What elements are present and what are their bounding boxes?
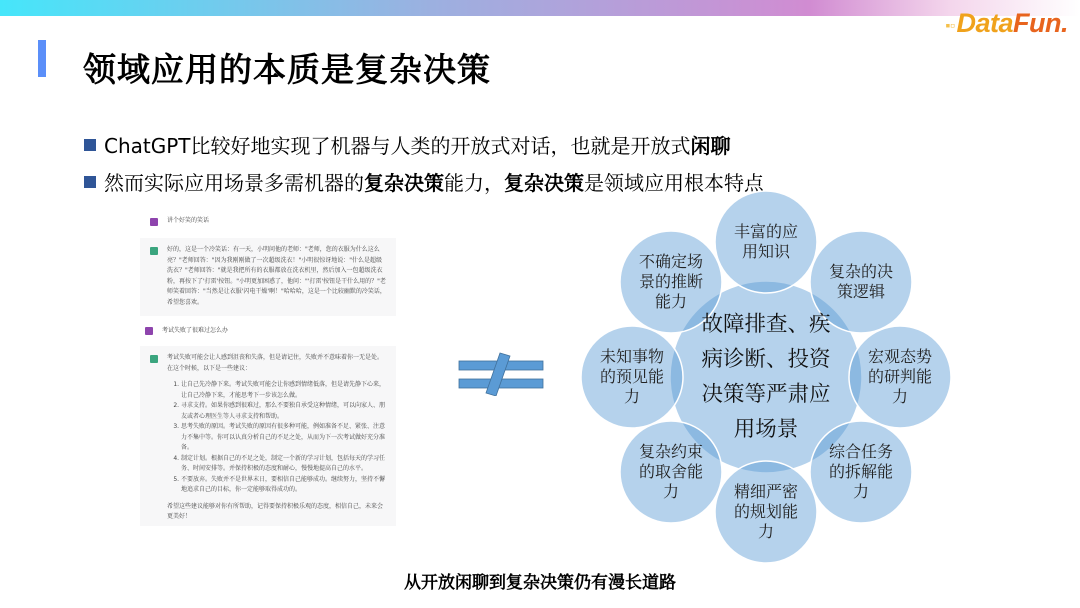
chatgpt-logo-icon bbox=[150, 247, 158, 255]
user-avatar bbox=[145, 327, 153, 335]
advice-list: 1. 让自己先冷静下来。考试失败可能会让你感到情绪低落，但是请先静下心来，让自己冷静下来，才能思考下一步该怎么做。 2. 寻求支持。如果你感到很难过，那么不要独自承受这种情绪，可以向家人、朋友或者心理医生等人寻求支持和帮助。 3. 思考失败的原因。考试失败的原因有很多种可能，例如准备不足、紧张、注意力不集中等。你可以认真分析自己的不足之处，从而为下一次考试做好充分准备。 4. 制定计划。根据自己的不足之处，制定一个新的学习计划，包括每天的学习任务、时间安排等。并保持积极的态度和耐心，慢慢地提高自己的水平。 5. 不要放弃。失败并不是世界末日，要相信自己能够成功。继续努力，坚持不懈地追求自己的目标，你一定能够取得成功的。 bbox=[167, 380, 386, 496]
center-label: 故障排查、疾 病诊断、投资 决策等严肃应 用场景 bbox=[701, 312, 831, 442]
top-gradient-bar bbox=[0, 0, 1080, 16]
user-message: 考试失败了很难过怎么办 bbox=[140, 316, 396, 346]
not-equal-icon bbox=[456, 352, 548, 396]
user-avatar bbox=[150, 218, 158, 226]
logo-dots-icon: ▪▫ bbox=[945, 16, 955, 33]
petal-label: 未知事物 的预见能 力 bbox=[599, 347, 665, 406]
petal-label: 复杂的决 策逻辑 bbox=[828, 262, 894, 301]
title-accent-bar bbox=[38, 40, 46, 77]
petal-label: 丰富的应 用知识 bbox=[733, 222, 799, 261]
square-bullet-icon bbox=[84, 176, 96, 188]
petal-label: 宏观态势 的研判能 力 bbox=[867, 347, 933, 406]
user-message: 讲个好笑的笑话 bbox=[140, 205, 396, 238]
bullet-2: 然而实际应用场景多需机器的 复杂决策 能力， 复杂决策 是领域应用根本特点 bbox=[84, 167, 764, 196]
chatgpt-conversation-screenshot bbox=[140, 205, 396, 525]
bottom-caption: 从开放闲聊到复杂决策仍有漫长道路 bbox=[404, 573, 676, 593]
petal-label: 精细严密 的规划能 力 bbox=[733, 482, 799, 541]
chatgpt-logo-icon bbox=[150, 355, 158, 363]
bullet-1: ChatGPT比较好地实现了机器与人类的开放式对话，也就是开放式 闲聊 bbox=[84, 130, 731, 159]
petal-label: 综合任务 的拆解能 力 bbox=[828, 442, 894, 501]
assistant-message: 好的，这是一个冷笑话：有一天，小明问他的老师："老师，您的衣服为什么这么亮？"老师回答："因为我刚刚做了一次超级洗衣！"小明很惊讶地说："什么是超级洗衣？"老师回答："就是我把所有的衣服都放在洗衣机里，然后加入一包超级洗衣粉，再按下了'打雷'按钮。"小明更加困惑了，他问："'打雷'按钮是干什么用的？"老师笑着回答："当然是让衣服'闪电干燥'啊！"哈哈哈，这是一个比较幽默的冷笑话，希望您喜欢。 bbox=[140, 238, 396, 316]
square-bullet-icon bbox=[84, 139, 96, 151]
page-title: 领域应用的本质是复杂决策 bbox=[83, 50, 491, 89]
datafun-logo: ▪▫DataFun. bbox=[945, 8, 1068, 38]
assistant-message: 考试失败可能会让人感到沮丧和失落，但是请记住，失败并不意味着你一无是处。在这个时候，以下是一些建议： 1. 让自己先冷静下来。考试失败可能会让你感到情绪低落，但是请先静下心来，让自己冷静下来，才能思考下一步该怎么做。 2. 寻求支持。如果你感到很难过，那么不要独自承受这种情绪，可以向家人、朋友或者心理医生等人寻求支持和帮助。 3. 思考失败的原因。考试失败的原因有很多种可能，例如准备不足、紧张、注意力不集中等。你可以认真分析自己的不足之处，从而为下一次考试做好充分准备。 4. 制定计划。根据自己的不足之处，制定一个新的学习计划，包括每天的学习任务、时间安排等。并保持积极的态度和耐心，慢慢地提高自己的水平。 5. 不要放弃。失败并不是世界末日，要相信自己能够成功。继续努力，坚持不懈地追求自己的目标，你一定能够取得成功的。 希望这些建议能够对你有所帮助，记得要保持积极乐观的态度，相信自己，未来会更美好！ bbox=[140, 346, 396, 526]
petal-label: 复杂约束 的取舍能 力 bbox=[638, 442, 704, 501]
petal-label: 不确定场 景的推断 能力 bbox=[638, 252, 704, 311]
